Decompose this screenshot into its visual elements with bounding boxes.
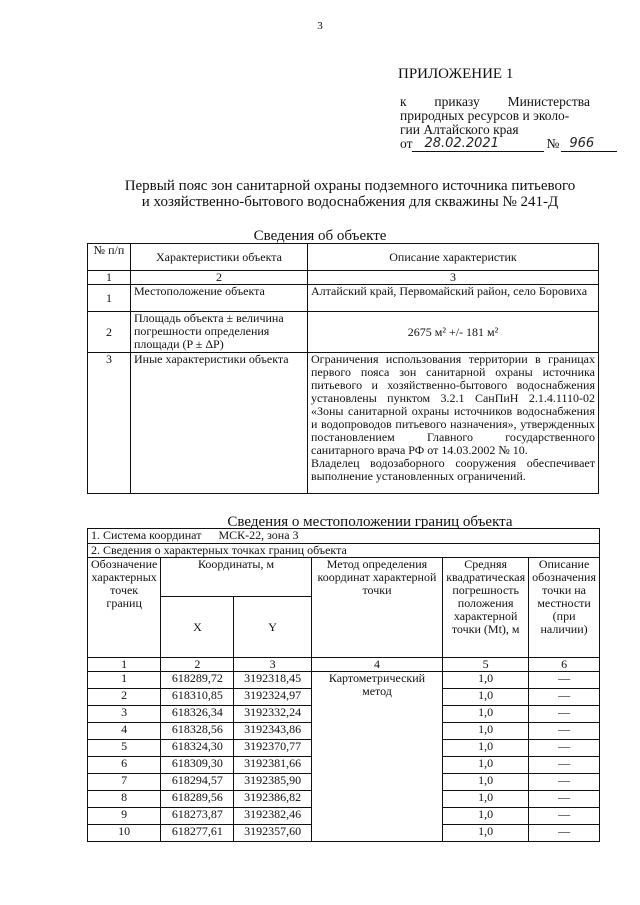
coord-x: 618289,56 [161, 791, 234, 808]
characteristic-desc: 2675 м² +/- 181 м² [308, 312, 599, 353]
point-number: 5 [88, 740, 161, 757]
table-row [88, 672, 600, 689]
point-number: 10 [88, 825, 161, 842]
mean-error: 1,0 [443, 791, 529, 808]
header-cell: Характеристики объекта [131, 244, 308, 271]
header-cell-x: X [161, 597, 234, 658]
location-info-heading: Сведения о местоположении границ объекта [227, 514, 513, 530]
mean-error: 1,0 [443, 723, 529, 740]
header-cell: Описание обозначения точки на местности (при наличии) [529, 558, 600, 658]
coord-y: 3192324,97 [234, 689, 311, 706]
column-number: 2 [161, 658, 234, 672]
point-number: 7 [88, 774, 161, 791]
order-line: природных ресурсов и эколо- [400, 108, 570, 123]
characteristic-name: Площадь объекта ± величина погрешности определения площади (P ± ΔP) [131, 312, 308, 353]
point-description: — [529, 723, 600, 740]
mean-error: 1,0 [443, 774, 529, 791]
table-row [88, 285, 599, 312]
coord-x: 618294,57 [161, 774, 234, 791]
coord-system-value: МСК-22, зона 3 [218, 528, 299, 542]
restriction-text: Ограничения использования территории в границах первого пояса зон санитарной охраны источника питьевого и хозяйственно-бытового водоснабжения установлены пунктом 3.2.1 СанПиН 2.1.4.1110-02 «Зоны санитарной охраны источников водоснабжения и водопроводов питьевого назначения», утвержденных постановлением Главного государственного санитарного врача РФ от 14.03.2002 № 10. [311, 352, 595, 457]
number-prefix: № [546, 136, 560, 151]
order-word: к [400, 94, 407, 109]
column-number-row [88, 271, 599, 285]
boundary-points-table [87, 528, 600, 842]
order-date-line [400, 136, 617, 152]
mean-error: 1,0 [443, 706, 529, 723]
column-number-row [88, 658, 600, 672]
boundary-points-body [88, 672, 600, 842]
point-description: — [529, 672, 600, 689]
coord-y: 3192385,90 [234, 774, 311, 791]
point-number: 6 [88, 757, 161, 774]
method-cell: Картометрический метод [311, 672, 442, 842]
column-number: 3 [308, 271, 599, 285]
table-row [88, 353, 599, 494]
coord-x: 618324,30 [161, 740, 234, 757]
characteristic-name: Местоположение объекта [131, 285, 308, 312]
title-line: и хозяйственно-бытового водоснабжения для скважины № 241-Д [141, 194, 559, 210]
table-row [88, 312, 599, 353]
row-number: 2 [88, 312, 131, 353]
section-row [88, 544, 600, 558]
characteristic-desc: Алтайский край, Первомайский район, село Боровиха [308, 285, 599, 312]
point-description: — [529, 757, 600, 774]
point-description: — [529, 825, 600, 842]
point-number: 1 [88, 672, 161, 689]
point-number: 3 [88, 706, 161, 723]
point-description: — [529, 774, 600, 791]
coord-y: 3192382,46 [234, 808, 311, 825]
point-description: — [529, 791, 600, 808]
owner-obligation-text: Владелец водозаборного сооружения обеспечивает выполнение установленных ограничений. [311, 456, 595, 483]
title-line: Первый пояс зон санитарной охраны подземного источника питьевого [124, 178, 576, 194]
document-title [60, 178, 640, 210]
coord-x: 618289,72 [161, 672, 234, 689]
point-number: 2 [88, 689, 161, 706]
header-cell: № п/п [88, 244, 131, 271]
section-label: 2. Сведения о характерных точках границ объекта [88, 544, 600, 558]
column-number: 6 [529, 658, 600, 672]
column-number: 1 [88, 271, 131, 285]
coord-system-row [88, 529, 600, 544]
header-cell: Средняя квадратическая погрешность положения характерной точки (Mt), м [443, 558, 529, 658]
header-cell-y: Y [234, 597, 311, 658]
coord-y: 3192357,60 [234, 825, 311, 842]
row-number: 1 [88, 285, 131, 312]
characteristic-desc [308, 353, 599, 494]
row-number: 3 [88, 353, 131, 494]
column-number: 2 [131, 271, 308, 285]
mean-error: 1,0 [443, 672, 529, 689]
table-header-row [88, 244, 599, 271]
point-description: — [529, 706, 600, 723]
coord-x: 618328,56 [161, 723, 234, 740]
coord-y: 3192332,24 [234, 706, 311, 723]
table-header-row [88, 558, 600, 597]
coord-system-cell [88, 529, 600, 544]
point-description: — [529, 689, 600, 706]
mean-error: 1,0 [443, 740, 529, 757]
date-prefix: от [400, 136, 413, 151]
appendix-title: ПРИЛОЖЕНИЕ 1 [398, 66, 514, 82]
order-reference [400, 95, 590, 137]
column-number: 4 [311, 658, 442, 672]
column-number: 1 [88, 658, 161, 672]
handwritten-date: 28.02.2021 [412, 136, 544, 152]
object-info-heading: Сведения об объекте [253, 228, 387, 244]
handwritten-number: 966 [561, 136, 617, 152]
coord-y: 3192370,77 [234, 740, 311, 757]
coord-x: 618309,30 [161, 757, 234, 774]
coord-x: 618277,61 [161, 825, 234, 842]
header-cell: Обозначение характерных точек границ [88, 558, 161, 658]
coord-y: 3192381,66 [234, 757, 311, 774]
page-number: 3 [317, 20, 323, 32]
column-number: 3 [234, 658, 311, 672]
coord-y: 3192318,45 [234, 672, 311, 689]
mean-error: 1,0 [443, 808, 529, 825]
coord-x: 618273,87 [161, 808, 234, 825]
mean-error: 1,0 [443, 689, 529, 706]
header-cell: Координаты, м [161, 558, 311, 597]
header-cell: Метод определения координат характерной точки [311, 558, 442, 658]
column-number: 5 [443, 658, 529, 672]
header-cell: Описание характеристик [308, 244, 599, 271]
point-description: — [529, 808, 600, 825]
order-line: гии Алтайского края [400, 122, 519, 137]
object-info-table [87, 243, 599, 494]
point-number: 4 [88, 723, 161, 740]
point-number: 9 [88, 808, 161, 825]
coord-y: 3192343,86 [234, 723, 311, 740]
coord-system-label: 1. Система координат [91, 528, 202, 542]
mean-error: 1,0 [443, 825, 529, 842]
mean-error: 1,0 [443, 757, 529, 774]
coord-y: 3192386,82 [234, 791, 311, 808]
coord-x: 618326,34 [161, 706, 234, 723]
order-word: Министерства [507, 94, 590, 109]
order-word: приказу [434, 94, 480, 109]
point-description: — [529, 740, 600, 757]
characteristic-name: Иные характеристики объекта [131, 353, 308, 494]
coord-x: 618310,85 [161, 689, 234, 706]
point-number: 8 [88, 791, 161, 808]
